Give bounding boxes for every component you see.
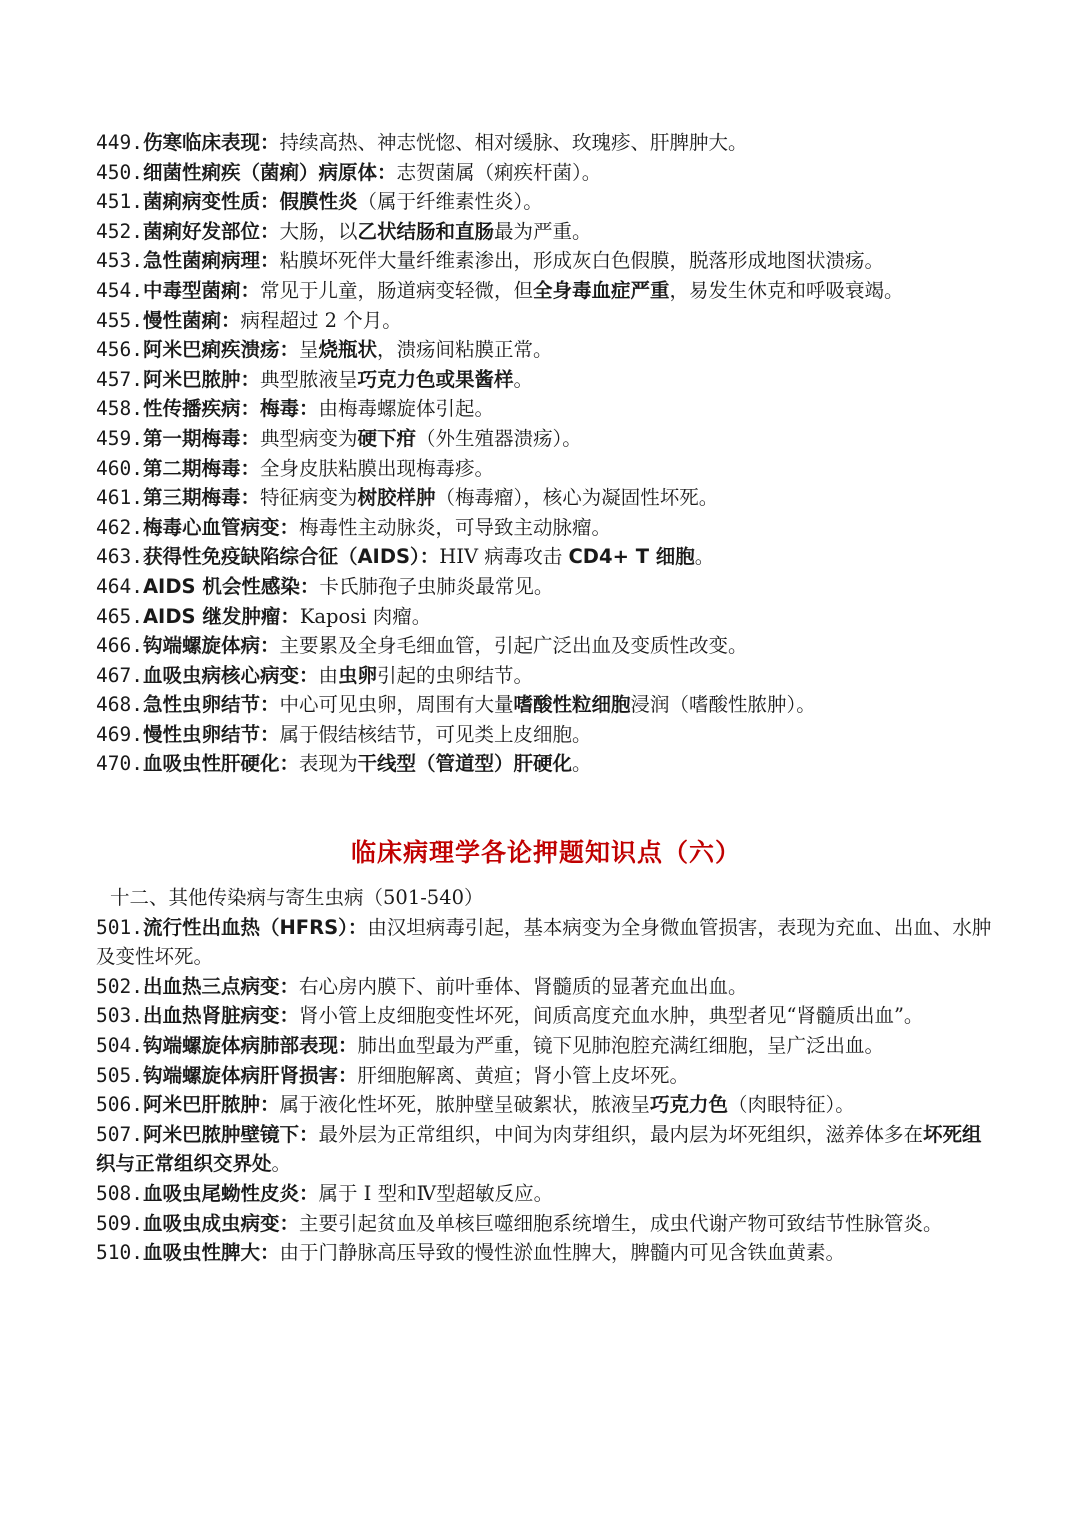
knowledge-item (96, 128, 996, 158)
item-number: 468. (96, 693, 143, 717)
item-number: 460. (96, 456, 143, 480)
item-number: 463. (96, 545, 143, 569)
knowledge-item (96, 454, 996, 484)
knowledge-item (96, 749, 996, 779)
knowledge-list-501-510 (96, 913, 996, 1268)
item-text: 肾小管上皮细胞变性坏死，间质高度充血水肿，典型者见“肾髓质出血”。 (298, 1004, 924, 1028)
knowledge-item (96, 335, 996, 365)
item-key-phrase: 乙状结肠和直肠 (357, 219, 495, 243)
item-term: 梅毒心血管病变： (142, 515, 299, 539)
knowledge-item (96, 972, 996, 1002)
item-text: 由 (318, 663, 338, 687)
item-number: 466. (96, 634, 143, 658)
item-number: 461. (96, 486, 143, 510)
item-term: 血吸虫性肝硬化： (142, 752, 299, 776)
knowledge-item (96, 1061, 996, 1091)
item-number: 470. (96, 752, 143, 776)
knowledge-item (96, 158, 996, 188)
knowledge-item (96, 483, 996, 513)
knowledge-item (96, 365, 996, 395)
knowledge-item (96, 306, 996, 336)
knowledge-item (96, 394, 996, 424)
item-number: 503. (96, 1004, 143, 1028)
item-key-phrase: 虫卵 (338, 663, 378, 687)
knowledge-item (96, 1209, 996, 1239)
item-term: 阿米巴脓肿壁镜下： (142, 1122, 319, 1146)
knowledge-item (96, 1238, 996, 1268)
item-text: 属于液化性坏死，脓肿壁呈破絮状，脓液呈 (279, 1093, 650, 1117)
item-text: 卡氏肺孢子虫肺炎最常见。 (319, 574, 554, 598)
item-number: 458. (96, 397, 143, 421)
item-text: Kaposi 肉瘤。 (299, 604, 432, 628)
item-text: 主要引起贫血及单核巨噬细胞系统增生，成虫代谢产物可致结节性脉管炎。 (298, 1211, 943, 1235)
item-term: 中毒型菌痢： (142, 278, 260, 302)
item-number: 465. (96, 604, 143, 628)
item-term: 急性虫卵结节： (142, 693, 280, 717)
item-term: 菌痢好发部位： (142, 219, 280, 243)
item-key-phrase: 巧克力色 (650, 1093, 729, 1117)
item-term: 钩端螺旋体病： (142, 634, 280, 658)
item-term: 第三期梅毒： (142, 486, 260, 510)
item-term: 钩端螺旋体病肺部表现： (142, 1034, 358, 1058)
item-term: 细菌性痢疾（菌痢）病原体： (142, 160, 397, 184)
item-text: ，溃疡间粘膜正常。 (377, 338, 553, 362)
item-text: 引起的虫卵结节。 (377, 663, 534, 687)
item-text: 粘膜坏死伴大量纤维素渗出，形成灰白色假膜，脱落形成地图状溃疡。 (279, 249, 884, 273)
item-term: AIDS 继发肿瘤： (142, 604, 300, 628)
item-text: 典型病变为 (259, 426, 358, 450)
knowledge-item (96, 572, 996, 602)
item-key-phrase: 树胶样肿 (357, 486, 436, 510)
item-text: 主要累及全身毛细血管，引起广泛出血及变质性改变。 (279, 634, 748, 658)
knowledge-item (96, 1090, 996, 1120)
item-text: 由汉坦病毒引起，基本病变为全身微血管损害，表现为充血、出血、水肿及变性坏死。 (96, 915, 992, 969)
item-number: 508. (96, 1182, 143, 1205)
item-text: （肉眼特征）。 (728, 1093, 855, 1117)
document-page (96, 128, 996, 1268)
item-text: 特征病变为 (259, 486, 358, 510)
item-term: 第一期梅毒： (142, 426, 260, 450)
item-text: 浸润（嗜酸性脓肿）。 (630, 693, 816, 717)
item-number: 452. (96, 219, 143, 243)
item-text: 持续高热、神志恍惚、相对缓脉、玫瑰疹、肝脾肿大。 (279, 131, 748, 154)
item-number: 453. (96, 249, 143, 273)
item-text: ，易发生休克和呼吸衰竭。 (669, 278, 904, 302)
item-term: 获得性免疫缺陷综合征（AIDS）： (142, 545, 440, 569)
item-text: （属于纤维素性炎）。 (357, 190, 543, 214)
item-text: 典型脓液呈 (259, 367, 358, 391)
item-number: 469. (96, 722, 143, 746)
item-text: 全身皮肤粘膜出现梅毒疹。 (259, 456, 494, 480)
item-number: 456. (96, 338, 143, 362)
item-text: 肝细胞解离、黄疸；肾小管上皮坏死。 (357, 1063, 689, 1087)
item-text: 。 (271, 1152, 292, 1176)
item-term: 性传播疾病：梅毒： (142, 397, 319, 421)
item-term: 血吸虫性脾大： (142, 1241, 280, 1265)
item-text: 由梅毒螺旋体引起。 (318, 397, 494, 421)
item-number: 451. (96, 190, 143, 214)
item-key-phrase: 硬下疳 (357, 426, 417, 450)
item-key-phrase: 嗜酸性粒细胞 (513, 693, 631, 717)
item-number: 457. (96, 367, 143, 391)
item-term: 血吸虫成虫病变： (142, 1211, 299, 1235)
item-term: 血吸虫尾蚴性皮炎： (142, 1182, 319, 1205)
item-key-phrase: 干线型（管道型）肝硬化 (357, 752, 573, 776)
item-term: 菌痢病变性质： (142, 190, 280, 214)
item-term: 流行性出血热（HFRS）： (142, 915, 368, 939)
item-term: 钩端螺旋体病肝肾损害： (142, 1063, 358, 1087)
item-text: 常见于儿童，肠道病变轻微，但 (259, 278, 533, 302)
item-number: 455. (96, 308, 143, 332)
item-text: （外生殖器溃疡）。 (416, 426, 582, 450)
item-text: 梅毒性主动脉炎，可导致主动脉瘤。 (298, 515, 611, 539)
item-term: 出血热三点病变： (142, 974, 299, 998)
item-number: 510. (96, 1241, 143, 1265)
item-key-phrase: 假膜性炎 (279, 190, 358, 214)
item-number: 507. (96, 1122, 143, 1146)
item-number: 505. (96, 1063, 143, 1087)
item-number: 459. (96, 426, 143, 450)
knowledge-item (96, 513, 996, 543)
knowledge-item (96, 1120, 996, 1179)
knowledge-item (96, 276, 996, 306)
item-text: 最为严重。 (494, 219, 592, 243)
item-number: 450. (96, 160, 143, 184)
knowledge-item (96, 246, 996, 276)
item-key-phrase: 全身毒血症严重 (533, 278, 670, 302)
subsection-title: 十二、其他传染病与寄生虫病（501-540） (110, 886, 484, 910)
item-term: AIDS 机会性感染： (142, 574, 320, 598)
item-number: 509. (96, 1211, 143, 1235)
item-term: 阿米巴肝脓肿： (142, 1093, 280, 1117)
item-term: 阿米巴痢疾溃疡： (142, 338, 299, 362)
item-term: 血吸虫病核心病变： (142, 663, 319, 687)
item-text: 肺出血型最为严重，镜下见肺泡腔充满红细胞，呈广泛出血。 (357, 1034, 884, 1058)
item-number: 502. (96, 974, 143, 998)
item-term: 第二期梅毒： (142, 456, 260, 480)
item-number: 454. (96, 278, 143, 302)
knowledge-item (96, 631, 996, 661)
item-number: 464. (96, 574, 143, 598)
knowledge-list-449-470 (96, 128, 996, 779)
item-text: 最外层为正常组织，中间为肉芽组织，最内层为坏死组织，滋养体多在 (318, 1122, 923, 1146)
knowledge-item (96, 1179, 996, 1209)
item-text: HIV 病毒攻击 (439, 545, 569, 569)
item-text: 。 (694, 545, 715, 569)
section-heading: 临床病理学各论押题知识点（六） (350, 838, 741, 868)
item-text: 属于 I 型和Ⅳ型超敏反应。 (318, 1182, 554, 1205)
item-key-phrase: 巧克力色或果酱样 (357, 367, 514, 391)
item-number: 449. (96, 131, 143, 154)
item-term: 伤寒临床表现： (142, 131, 280, 154)
item-text: 表现为 (298, 752, 358, 776)
knowledge-item (96, 602, 996, 632)
item-number: 467. (96, 663, 143, 687)
item-key-phrase: 坏死组织与正常组织交界处 (96, 1122, 982, 1176)
item-text: 中心可见虫卵，周围有大量 (279, 693, 514, 717)
item-term: 急性菌痢病理： (142, 249, 280, 273)
knowledge-item (96, 913, 996, 972)
item-key-phrase: CD4+ T 细胞 (568, 545, 695, 569)
knowledge-item (96, 542, 996, 572)
item-term: 慢性虫卵结节： (142, 722, 280, 746)
item-text: 右心房内膜下、前叶垂体、肾髓质的显著充血出血。 (298, 974, 748, 998)
knowledge-item (96, 187, 996, 217)
item-text: 病程超过 2 个月。 (240, 308, 402, 332)
item-text: 由于门静脉高压导致的慢性淤血性脾大，脾髓内可见含铁血黄素。 (279, 1241, 845, 1265)
item-text: （梅毒瘤），核心为凝固性坏死。 (435, 486, 719, 510)
item-key-phrase: 烧瓶状 (318, 338, 378, 362)
item-text: 志贺菌属（痢疾杆菌）。 (396, 160, 602, 184)
item-text: 。 (513, 367, 534, 391)
item-number: 506. (96, 1093, 143, 1117)
knowledge-item (96, 661, 996, 691)
item-text: 大肠，以 (279, 219, 358, 243)
item-text: 呈 (298, 338, 319, 362)
item-number: 501. (96, 915, 143, 939)
item-term: 阿米巴脓肿： (142, 367, 260, 391)
item-term: 慢性菌痢： (142, 308, 241, 332)
knowledge-item (96, 690, 996, 720)
knowledge-item (96, 1001, 996, 1031)
item-text: 。 (572, 752, 592, 776)
item-number: 504. (96, 1034, 143, 1058)
knowledge-item (96, 424, 996, 454)
knowledge-item (96, 720, 996, 750)
item-text: 属于假结核结节，可见类上皮细胞。 (279, 722, 592, 746)
item-term: 出血热肾脏病变： (142, 1004, 299, 1028)
knowledge-item (96, 217, 996, 247)
item-number: 462. (96, 515, 143, 539)
knowledge-item (96, 1031, 996, 1061)
